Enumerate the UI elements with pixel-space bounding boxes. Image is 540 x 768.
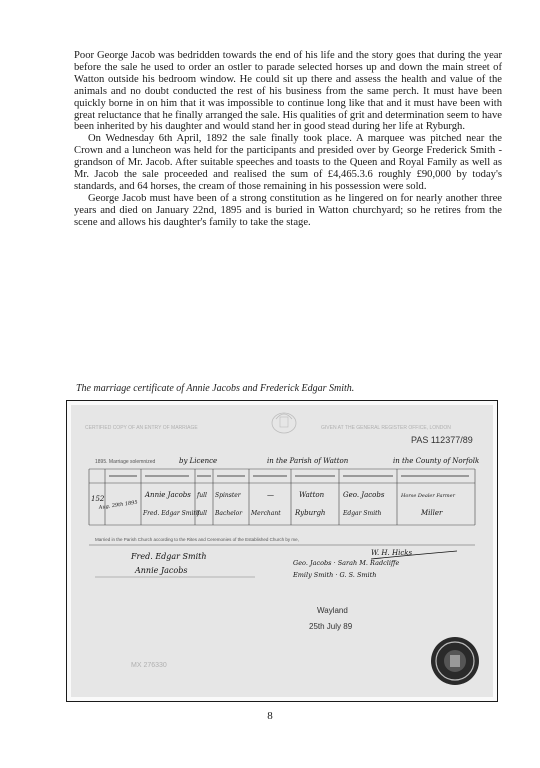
bride-father: Geo. Jacobs bbox=[343, 491, 385, 499]
groom-signature: Fred. Edgar Smith bbox=[131, 552, 207, 561]
bride-age: full bbox=[197, 492, 207, 499]
figure-caption: The marriage certificate of Annie Jacobs and Frederick Edgar Smith. bbox=[76, 383, 355, 394]
parish-name: in the Parish of Watton bbox=[267, 457, 349, 465]
paragraph-1: Poor George Jacob was bedridden towards the end of his life and the story goes that during the year before the sale he used to order an ostler to parade selected horses up and down the main street of Watton outside his bedroom window. He could sit up there and assess the health and value of the animals and no doubt conducted the rest of his business from the same perch. It must have been quickly borne in on him that it was impossible to continue long like that and it must have been with great reluctance that he finally arranged the sale. His qualities of grit and determination seem to have been inherited by his daughter and would stand her in good stead during her life at Ryburgh. bbox=[74, 50, 502, 133]
certificate-heading-right: GIVEN AT THE GENERAL REGISTER OFFICE, LONDON bbox=[321, 425, 451, 431]
paragraph-3: George Jacob must have been of a strong constitution as he lingered on for nearly another three years and died on January 22nd, 1895 and is buried in Watton churchyard; so he retires from the scene and allows his daughter's family to take the stage. bbox=[74, 192, 502, 228]
certificate-year-line: 1895. Marriage solemnized bbox=[95, 459, 156, 465]
bride-signature: Annie Jacobs bbox=[135, 566, 188, 575]
witness-signatures-second: Emily Smith · G. S. Smith bbox=[293, 571, 377, 579]
paragraph-2: On Wednesday 6th April, 1892 the sale finally took place. A marquee was pitched near the Crown and a luncheon was held for the participants and presided over by George Frederick Smith - grandson of Mr. Jacob. After suitable speeches and toasts to the Queen and Royal Family as well as Mr. Jacob the sale proceeded and realised the sum of £4,465.3.6 roughly £90,000 by today's standards, and 64 horses, the cream of those remaining in his possession were sold. bbox=[74, 133, 502, 192]
groom-condition: Bachelor bbox=[215, 510, 243, 517]
bride-rank-dash: — bbox=[267, 491, 274, 499]
bride-name: Annie Jacobs bbox=[145, 491, 191, 499]
groom-age: full bbox=[197, 510, 207, 517]
entry-number: 152 bbox=[91, 495, 105, 503]
certificate-heading-left: CERTIFIED COPY OF AN ENTRY OF MARRIAGE bbox=[85, 425, 198, 431]
column-headers-faint bbox=[109, 475, 469, 477]
certificate-figure bbox=[66, 400, 498, 702]
witness-signatures: Geo. Jacobs · Sarah M. Radcliffe bbox=[293, 559, 400, 567]
royal-arms-icon bbox=[272, 413, 296, 433]
groom-rank: Merchant bbox=[251, 510, 281, 517]
groom-name: Fred. Edgar Smith bbox=[143, 510, 200, 517]
groom-father-rank: Miller bbox=[421, 509, 443, 517]
by-licence: by Licence bbox=[179, 457, 218, 465]
groom-residence: Ryburgh bbox=[295, 509, 326, 517]
body-text bbox=[74, 50, 502, 229]
minister-signature: W. H. Hicks bbox=[371, 549, 413, 557]
page-number: 8 bbox=[267, 710, 273, 722]
marriage-certificate bbox=[71, 405, 493, 697]
registration-date: 25th July 89 bbox=[309, 622, 353, 631]
bride-father-rank: Horse Dealer Farmer bbox=[401, 493, 455, 499]
certificate-serial: MX 276330 bbox=[131, 662, 167, 669]
marriage-date: Aug. 29th 1895 bbox=[98, 499, 139, 511]
general-register-office-seal-icon bbox=[431, 637, 479, 685]
application-number: PAS 112377/89 bbox=[411, 435, 473, 445]
bride-condition: Spinster bbox=[215, 492, 241, 499]
certificate-drawing bbox=[71, 405, 491, 695]
church-line: Married in the Parish Church according to the Rites and Ceremonies of the Established Church by me, bbox=[95, 537, 299, 542]
county-name: in the County of Norfolk bbox=[393, 457, 480, 465]
bride-residence: Watton bbox=[299, 491, 325, 499]
registration-district: Wayland bbox=[317, 606, 348, 615]
groom-father: Edgar Smith bbox=[343, 510, 382, 517]
